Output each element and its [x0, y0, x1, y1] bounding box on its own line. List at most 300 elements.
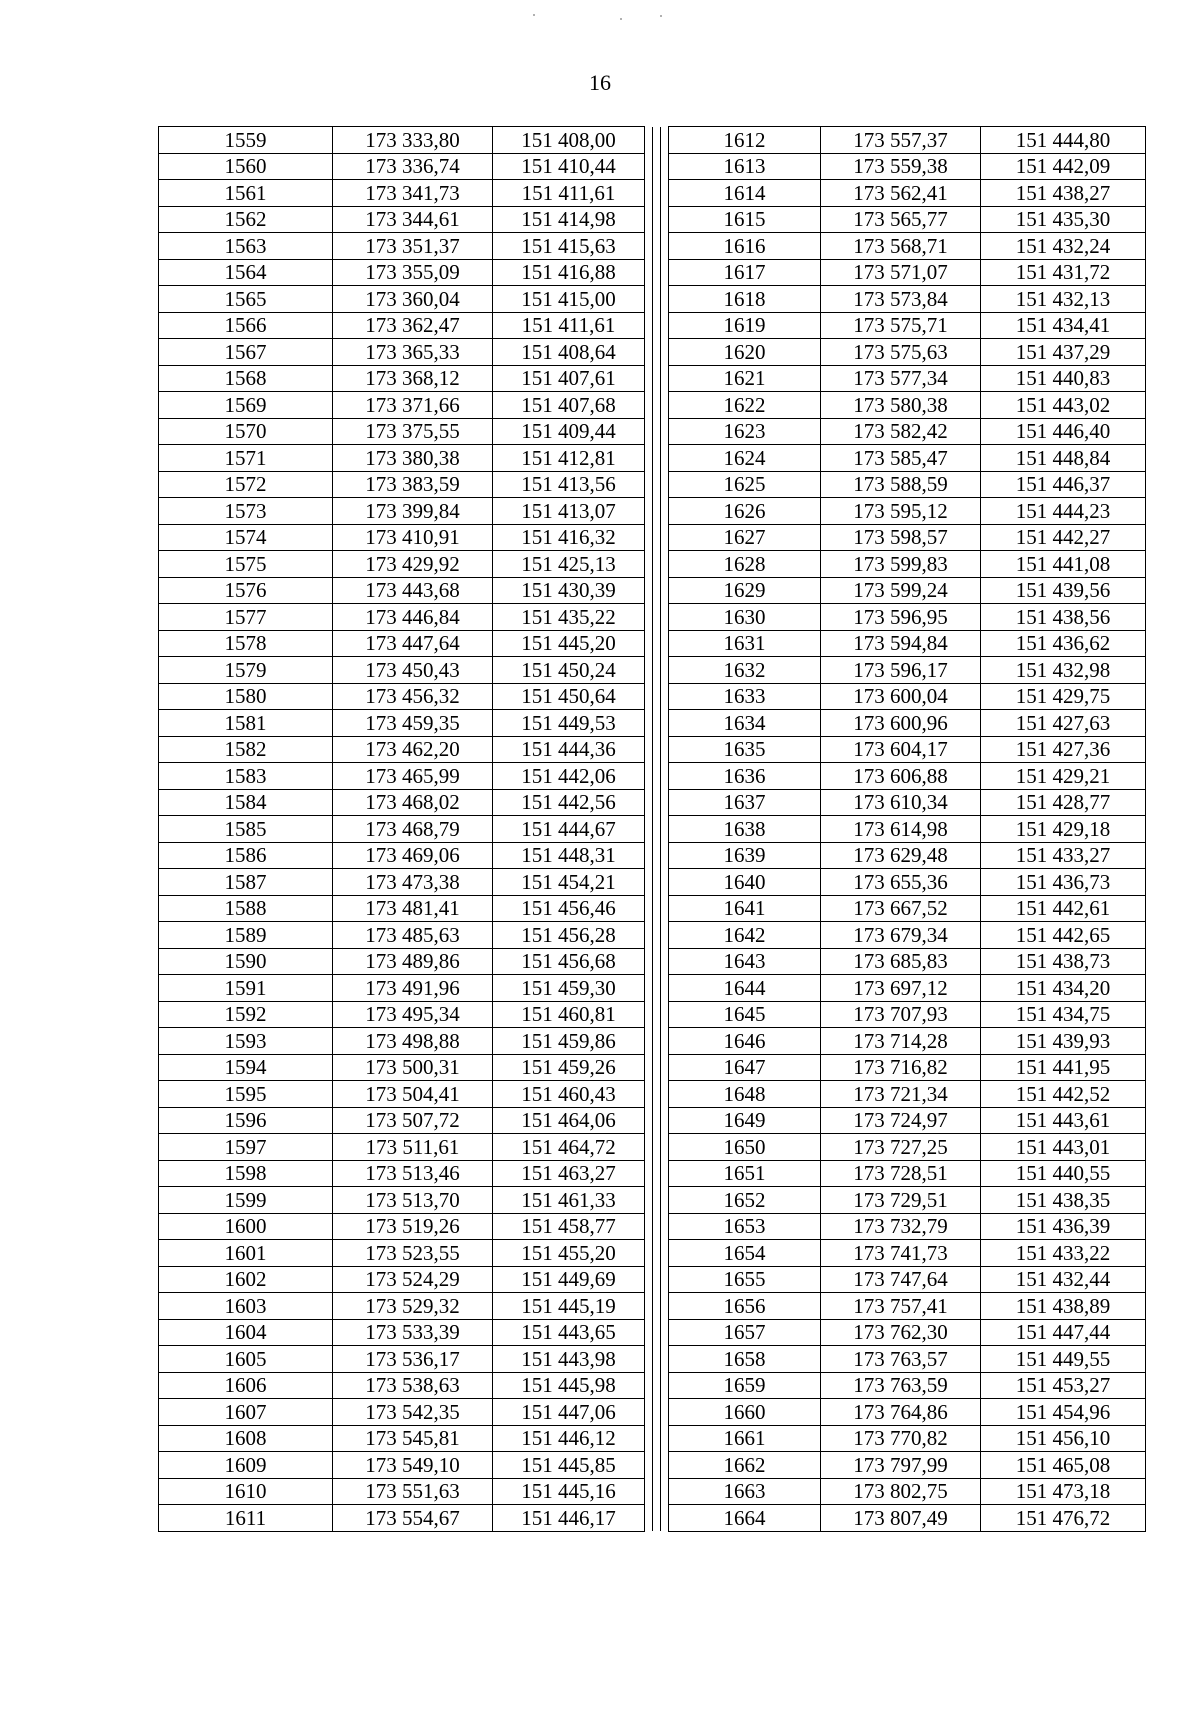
left-point-number-cell: 1560 [159, 153, 333, 180]
right-y-coordinate-cell: 151 428,77 [981, 789, 1146, 816]
right-x-coordinate-cell: 173 585,47 [821, 445, 981, 472]
table-row [159, 524, 1146, 551]
table-row [159, 604, 1146, 631]
left-y-coordinate-cell: 151 456,68 [493, 948, 645, 975]
column-divider [661, 206, 669, 233]
column-divider [653, 630, 661, 657]
left-point-number-cell: 1581 [159, 710, 333, 737]
left-y-coordinate-cell: 151 461,33 [493, 1187, 645, 1214]
column-divider [653, 1399, 661, 1426]
left-y-coordinate-cell: 151 444,67 [493, 816, 645, 843]
column-divider [653, 339, 661, 366]
right-point-number-cell: 1653 [669, 1213, 821, 1240]
right-y-coordinate-cell: 151 435,30 [981, 206, 1146, 233]
right-y-coordinate-cell: 151 442,52 [981, 1081, 1146, 1108]
right-y-coordinate-cell: 151 449,55 [981, 1346, 1146, 1373]
right-y-coordinate-cell: 151 476,72 [981, 1505, 1146, 1532]
column-divider [661, 683, 669, 710]
left-point-number-cell: 1602 [159, 1266, 333, 1293]
right-y-coordinate-cell: 151 443,02 [981, 392, 1146, 419]
right-point-number-cell: 1638 [669, 816, 821, 843]
right-y-coordinate-cell: 151 436,73 [981, 869, 1146, 896]
right-point-number-cell: 1662 [669, 1452, 821, 1479]
left-y-coordinate-cell: 151 411,61 [493, 312, 645, 339]
right-y-coordinate-cell: 151 442,27 [981, 524, 1146, 551]
right-y-coordinate-cell: 151 446,37 [981, 471, 1146, 498]
right-x-coordinate-cell: 173 565,77 [821, 206, 981, 233]
left-x-coordinate-cell: 173 399,84 [333, 498, 493, 525]
left-y-coordinate-cell: 151 442,06 [493, 763, 645, 790]
left-point-number-cell: 1576 [159, 577, 333, 604]
left-y-coordinate-cell: 151 446,12 [493, 1425, 645, 1452]
column-divider [653, 816, 661, 843]
column-divider [661, 1240, 669, 1267]
table-row [159, 551, 1146, 578]
left-y-coordinate-cell: 151 413,07 [493, 498, 645, 525]
left-y-coordinate-cell: 151 410,44 [493, 153, 645, 180]
table-row [159, 498, 1146, 525]
left-y-coordinate-cell: 151 416,88 [493, 259, 645, 286]
right-y-coordinate-cell: 151 440,83 [981, 365, 1146, 392]
column-divider [661, 1425, 669, 1452]
right-x-coordinate-cell: 173 588,59 [821, 471, 981, 498]
left-x-coordinate-cell: 173 523,55 [333, 1240, 493, 1267]
column-divider [661, 604, 669, 631]
column-divider [645, 127, 653, 154]
column-divider [653, 392, 661, 419]
column-divider [661, 471, 669, 498]
column-divider [645, 524, 653, 551]
scan-speck [620, 18, 622, 20]
column-divider [661, 524, 669, 551]
right-point-number-cell: 1640 [669, 869, 821, 896]
column-divider [645, 1319, 653, 1346]
column-divider [653, 1293, 661, 1320]
left-x-coordinate-cell: 173 371,66 [333, 392, 493, 419]
left-y-coordinate-cell: 151 443,65 [493, 1319, 645, 1346]
right-x-coordinate-cell: 173 557,37 [821, 127, 981, 154]
right-x-coordinate-cell: 173 600,04 [821, 683, 981, 710]
left-y-coordinate-cell: 151 448,31 [493, 842, 645, 869]
right-point-number-cell: 1656 [669, 1293, 821, 1320]
right-x-coordinate-cell: 173 757,41 [821, 1293, 981, 1320]
right-y-coordinate-cell: 151 440,55 [981, 1160, 1146, 1187]
scan-speck [533, 14, 535, 16]
left-y-coordinate-cell: 151 445,20 [493, 630, 645, 657]
table-row [159, 1160, 1146, 1187]
right-x-coordinate-cell: 173 573,84 [821, 286, 981, 313]
column-divider [645, 922, 653, 949]
table-row [159, 1319, 1146, 1346]
column-divider [645, 869, 653, 896]
table-row [159, 975, 1146, 1002]
column-divider [653, 895, 661, 922]
column-divider [645, 1452, 653, 1479]
right-x-coordinate-cell: 173 614,98 [821, 816, 981, 843]
column-divider [653, 577, 661, 604]
left-point-number-cell: 1600 [159, 1213, 333, 1240]
right-y-coordinate-cell: 151 432,13 [981, 286, 1146, 313]
left-point-number-cell: 1584 [159, 789, 333, 816]
right-x-coordinate-cell: 173 571,07 [821, 259, 981, 286]
column-divider [645, 710, 653, 737]
left-point-number-cell: 1594 [159, 1054, 333, 1081]
right-y-coordinate-cell: 151 442,61 [981, 895, 1146, 922]
right-point-number-cell: 1627 [669, 524, 821, 551]
column-divider [653, 127, 661, 154]
right-y-coordinate-cell: 151 429,21 [981, 763, 1146, 790]
right-point-number-cell: 1615 [669, 206, 821, 233]
table-row [159, 789, 1146, 816]
left-x-coordinate-cell: 173 469,06 [333, 842, 493, 869]
table-row [159, 1452, 1146, 1479]
table-row [159, 1081, 1146, 1108]
right-x-coordinate-cell: 173 741,73 [821, 1240, 981, 1267]
right-x-coordinate-cell: 173 610,34 [821, 789, 981, 816]
left-y-coordinate-cell: 151 415,63 [493, 233, 645, 260]
right-point-number-cell: 1617 [669, 259, 821, 286]
column-divider [653, 471, 661, 498]
right-x-coordinate-cell: 173 577,34 [821, 365, 981, 392]
left-y-coordinate-cell: 151 442,56 [493, 789, 645, 816]
column-divider [645, 233, 653, 260]
table-row [159, 869, 1146, 896]
left-y-coordinate-cell: 151 456,46 [493, 895, 645, 922]
right-point-number-cell: 1613 [669, 153, 821, 180]
left-point-number-cell: 1582 [159, 736, 333, 763]
left-point-number-cell: 1603 [159, 1293, 333, 1320]
left-x-coordinate-cell: 173 551,63 [333, 1478, 493, 1505]
column-divider [661, 948, 669, 975]
right-point-number-cell: 1623 [669, 418, 821, 445]
left-x-coordinate-cell: 173 504,41 [333, 1081, 493, 1108]
right-x-coordinate-cell: 173 598,57 [821, 524, 981, 551]
column-divider [661, 763, 669, 790]
column-divider [661, 1213, 669, 1240]
left-x-coordinate-cell: 173 468,79 [333, 816, 493, 843]
table-row [159, 1001, 1146, 1028]
right-point-number-cell: 1632 [669, 657, 821, 684]
right-y-coordinate-cell: 151 438,73 [981, 948, 1146, 975]
left-y-coordinate-cell: 151 464,06 [493, 1107, 645, 1134]
column-divider [653, 312, 661, 339]
left-point-number-cell: 1563 [159, 233, 333, 260]
right-x-coordinate-cell: 173 797,99 [821, 1452, 981, 1479]
left-y-coordinate-cell: 151 407,61 [493, 365, 645, 392]
column-divider [653, 710, 661, 737]
column-divider [661, 710, 669, 737]
column-divider [653, 418, 661, 445]
right-x-coordinate-cell: 173 595,12 [821, 498, 981, 525]
right-y-coordinate-cell: 151 453,27 [981, 1372, 1146, 1399]
left-x-coordinate-cell: 173 495,34 [333, 1001, 493, 1028]
right-point-number-cell: 1644 [669, 975, 821, 1002]
left-y-coordinate-cell: 151 416,32 [493, 524, 645, 551]
left-y-coordinate-cell: 151 409,44 [493, 418, 645, 445]
right-y-coordinate-cell: 151 438,27 [981, 180, 1146, 207]
left-x-coordinate-cell: 173 362,47 [333, 312, 493, 339]
left-y-coordinate-cell: 151 407,68 [493, 392, 645, 419]
column-divider [645, 975, 653, 1002]
left-y-coordinate-cell: 151 415,00 [493, 286, 645, 313]
left-y-coordinate-cell: 151 435,22 [493, 604, 645, 631]
scan-speck [660, 15, 662, 17]
left-point-number-cell: 1567 [159, 339, 333, 366]
column-divider [661, 869, 669, 896]
right-y-coordinate-cell: 151 434,20 [981, 975, 1146, 1002]
left-x-coordinate-cell: 173 498,88 [333, 1028, 493, 1055]
left-point-number-cell: 1579 [159, 657, 333, 684]
left-point-number-cell: 1610 [159, 1478, 333, 1505]
left-y-coordinate-cell: 151 460,81 [493, 1001, 645, 1028]
left-point-number-cell: 1578 [159, 630, 333, 657]
table-row [159, 683, 1146, 710]
left-x-coordinate-cell: 173 491,96 [333, 975, 493, 1002]
left-x-coordinate-cell: 173 344,61 [333, 206, 493, 233]
left-x-coordinate-cell: 173 429,92 [333, 551, 493, 578]
right-point-number-cell: 1639 [669, 842, 821, 869]
right-x-coordinate-cell: 173 559,38 [821, 153, 981, 180]
column-divider [653, 1160, 661, 1187]
table-row [159, 657, 1146, 684]
left-x-coordinate-cell: 173 368,12 [333, 365, 493, 392]
left-point-number-cell: 1564 [159, 259, 333, 286]
column-divider [661, 1399, 669, 1426]
column-divider [661, 1478, 669, 1505]
left-point-number-cell: 1589 [159, 922, 333, 949]
table-row [159, 630, 1146, 657]
column-divider [653, 1319, 661, 1346]
column-divider [645, 1266, 653, 1293]
column-divider [653, 1425, 661, 1452]
right-y-coordinate-cell: 151 438,35 [981, 1187, 1146, 1214]
left-x-coordinate-cell: 173 511,61 [333, 1134, 493, 1161]
left-x-coordinate-cell: 173 554,67 [333, 1505, 493, 1532]
right-point-number-cell: 1635 [669, 736, 821, 763]
right-x-coordinate-cell: 173 770,82 [821, 1425, 981, 1452]
column-divider [645, 1134, 653, 1161]
column-divider [653, 1372, 661, 1399]
column-divider [661, 1346, 669, 1373]
left-point-number-cell: 1571 [159, 445, 333, 472]
left-y-coordinate-cell: 151 450,64 [493, 683, 645, 710]
column-divider [661, 286, 669, 313]
right-point-number-cell: 1630 [669, 604, 821, 631]
right-point-number-cell: 1620 [669, 339, 821, 366]
column-divider [661, 312, 669, 339]
column-divider [653, 1213, 661, 1240]
table-row [159, 339, 1146, 366]
right-y-coordinate-cell: 151 465,08 [981, 1452, 1146, 1479]
table-row [159, 1134, 1146, 1161]
column-divider [661, 365, 669, 392]
column-divider [645, 1478, 653, 1505]
left-x-coordinate-cell: 173 485,63 [333, 922, 493, 949]
right-x-coordinate-cell: 173 724,97 [821, 1107, 981, 1134]
column-divider [661, 1319, 669, 1346]
left-y-coordinate-cell: 151 425,13 [493, 551, 645, 578]
left-y-coordinate-cell: 151 408,64 [493, 339, 645, 366]
right-point-number-cell: 1660 [669, 1399, 821, 1426]
right-x-coordinate-cell: 173 582,42 [821, 418, 981, 445]
column-divider [653, 1478, 661, 1505]
left-y-coordinate-cell: 151 446,17 [493, 1505, 645, 1532]
column-divider [653, 1081, 661, 1108]
left-y-coordinate-cell: 151 464,72 [493, 1134, 645, 1161]
right-point-number-cell: 1618 [669, 286, 821, 313]
left-y-coordinate-cell: 151 460,43 [493, 1081, 645, 1108]
left-y-coordinate-cell: 151 459,26 [493, 1054, 645, 1081]
table-row [159, 710, 1146, 737]
column-divider [645, 1293, 653, 1320]
table-row [159, 392, 1146, 419]
left-x-coordinate-cell: 173 500,31 [333, 1054, 493, 1081]
right-point-number-cell: 1647 [669, 1054, 821, 1081]
right-x-coordinate-cell: 173 629,48 [821, 842, 981, 869]
right-x-coordinate-cell: 173 764,86 [821, 1399, 981, 1426]
right-point-number-cell: 1655 [669, 1266, 821, 1293]
left-x-coordinate-cell: 173 365,33 [333, 339, 493, 366]
right-y-coordinate-cell: 151 442,65 [981, 922, 1146, 949]
right-y-coordinate-cell: 151 434,75 [981, 1001, 1146, 1028]
column-divider [661, 1372, 669, 1399]
table-row [159, 127, 1146, 154]
left-x-coordinate-cell: 173 360,04 [333, 286, 493, 313]
left-x-coordinate-cell: 173 536,17 [333, 1346, 493, 1373]
column-divider [653, 445, 661, 472]
column-divider [645, 339, 653, 366]
column-divider [661, 1505, 669, 1532]
left-x-coordinate-cell: 173 447,64 [333, 630, 493, 657]
left-y-coordinate-cell: 151 445,16 [493, 1478, 645, 1505]
left-point-number-cell: 1562 [159, 206, 333, 233]
table-row [159, 365, 1146, 392]
right-point-number-cell: 1650 [669, 1134, 821, 1161]
column-divider [653, 1240, 661, 1267]
right-y-coordinate-cell: 151 456,10 [981, 1425, 1146, 1452]
left-point-number-cell: 1608 [159, 1425, 333, 1452]
column-divider [653, 1028, 661, 1055]
left-y-coordinate-cell: 151 413,56 [493, 471, 645, 498]
column-divider [645, 1372, 653, 1399]
column-divider [661, 1187, 669, 1214]
column-divider [661, 577, 669, 604]
left-x-coordinate-cell: 173 375,55 [333, 418, 493, 445]
right-point-number-cell: 1625 [669, 471, 821, 498]
column-divider [645, 816, 653, 843]
column-divider [645, 736, 653, 763]
left-y-coordinate-cell: 151 450,24 [493, 657, 645, 684]
right-y-coordinate-cell: 151 427,36 [981, 736, 1146, 763]
right-point-number-cell: 1637 [669, 789, 821, 816]
column-divider [661, 127, 669, 154]
column-divider [645, 1107, 653, 1134]
left-x-coordinate-cell: 173 513,70 [333, 1187, 493, 1214]
left-point-number-cell: 1591 [159, 975, 333, 1002]
left-x-coordinate-cell: 173 513,46 [333, 1160, 493, 1187]
column-divider [661, 498, 669, 525]
left-x-coordinate-cell: 173 459,35 [333, 710, 493, 737]
column-divider [645, 763, 653, 790]
table-row [159, 418, 1146, 445]
column-divider [653, 842, 661, 869]
column-divider [653, 657, 661, 684]
left-y-coordinate-cell: 151 459,86 [493, 1028, 645, 1055]
left-x-coordinate-cell: 173 473,38 [333, 869, 493, 896]
table-row [159, 922, 1146, 949]
left-point-number-cell: 1604 [159, 1319, 333, 1346]
left-point-number-cell: 1598 [159, 1160, 333, 1187]
left-point-number-cell: 1607 [159, 1399, 333, 1426]
left-x-coordinate-cell: 173 341,73 [333, 180, 493, 207]
right-point-number-cell: 1622 [669, 392, 821, 419]
page-number: 16 [589, 70, 611, 95]
column-divider [645, 1081, 653, 1108]
column-divider [653, 869, 661, 896]
column-divider [661, 657, 669, 684]
column-divider [645, 657, 653, 684]
table-row [159, 763, 1146, 790]
column-divider [661, 975, 669, 1002]
table-body [159, 127, 1146, 1532]
column-divider [645, 1213, 653, 1240]
left-point-number-cell: 1580 [159, 683, 333, 710]
column-divider [653, 1505, 661, 1532]
right-point-number-cell: 1621 [669, 365, 821, 392]
table-row [159, 895, 1146, 922]
left-x-coordinate-cell: 173 333,80 [333, 127, 493, 154]
right-x-coordinate-cell: 173 600,96 [821, 710, 981, 737]
column-divider [653, 1452, 661, 1479]
table-row [159, 1478, 1146, 1505]
column-divider [661, 1028, 669, 1055]
column-divider [661, 339, 669, 366]
right-point-number-cell: 1652 [669, 1187, 821, 1214]
left-point-number-cell: 1596 [159, 1107, 333, 1134]
left-point-number-cell: 1611 [159, 1505, 333, 1532]
column-divider [653, 736, 661, 763]
right-x-coordinate-cell: 173 596,17 [821, 657, 981, 684]
column-divider [645, 789, 653, 816]
left-point-number-cell: 1575 [159, 551, 333, 578]
left-point-number-cell: 1605 [159, 1346, 333, 1373]
left-x-coordinate-cell: 173 545,81 [333, 1425, 493, 1452]
column-divider [653, 551, 661, 578]
table-row [159, 180, 1146, 207]
column-divider [645, 1001, 653, 1028]
coordinates-table [158, 126, 1146, 1532]
column-divider [653, 1134, 661, 1161]
column-divider [645, 551, 653, 578]
left-x-coordinate-cell: 173 336,74 [333, 153, 493, 180]
left-x-coordinate-cell: 173 507,72 [333, 1107, 493, 1134]
right-point-number-cell: 1633 [669, 683, 821, 710]
column-divider [661, 816, 669, 843]
table-row [159, 816, 1146, 843]
left-point-number-cell: 1606 [159, 1372, 333, 1399]
left-point-number-cell: 1566 [159, 312, 333, 339]
table-row [159, 1505, 1146, 1532]
right-y-coordinate-cell: 151 432,44 [981, 1266, 1146, 1293]
column-divider [645, 206, 653, 233]
left-point-number-cell: 1577 [159, 604, 333, 631]
column-divider [653, 1187, 661, 1214]
column-divider [653, 1346, 661, 1373]
table-row [159, 842, 1146, 869]
column-divider [653, 286, 661, 313]
right-point-number-cell: 1631 [669, 630, 821, 657]
right-y-coordinate-cell: 151 434,41 [981, 312, 1146, 339]
